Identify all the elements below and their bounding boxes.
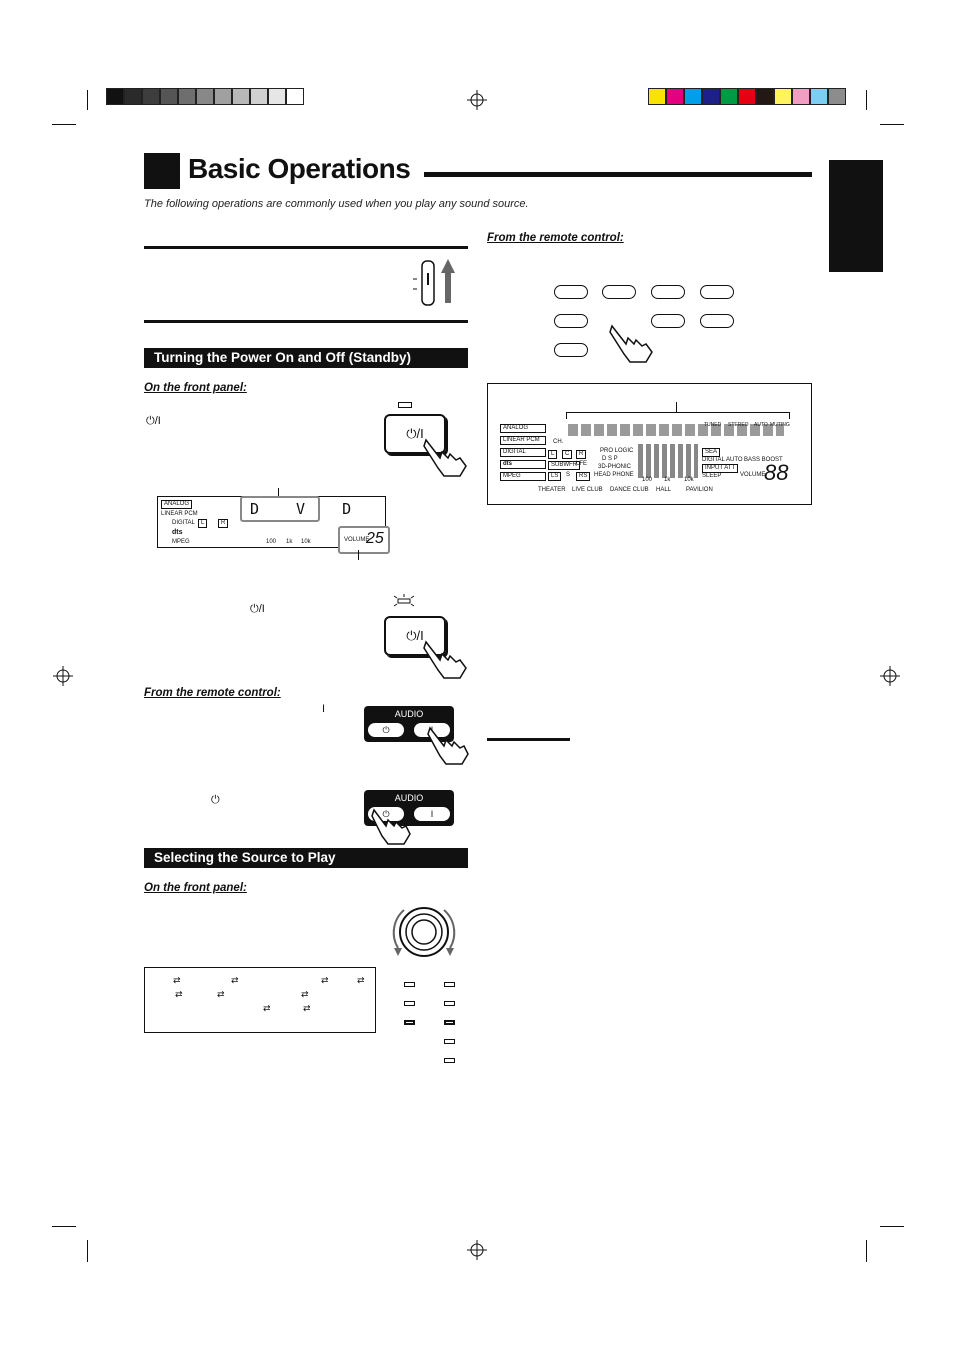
remote-standby-button[interactable]: ⏻	[368, 723, 404, 737]
registration-target-icon	[467, 90, 487, 110]
level-meter	[638, 444, 698, 478]
arrow-icon: ⇄	[217, 989, 225, 999]
display-ch-l: L	[548, 450, 557, 459]
source-indicator-lamp	[444, 982, 455, 987]
display-freq-1k: 1k	[664, 477, 671, 483]
source-indicator-lamp	[444, 1001, 455, 1006]
display-freq-100: 100	[642, 477, 653, 483]
display-ch-l: L	[198, 519, 207, 528]
remote-button[interactable]	[602, 285, 636, 299]
standby-symbol-text: ⏻	[211, 794, 220, 806]
volume-label: VOLUME	[344, 537, 370, 543]
arrow-icon: ⇄	[303, 1003, 311, 1013]
crop-mark	[52, 1226, 76, 1227]
page-title: Basic Operations	[188, 153, 411, 184]
display-linear-pcm: LINEAR PCM	[161, 511, 198, 517]
display-subwfr: SUBWFR	[548, 461, 580, 470]
crop-mark	[880, 1226, 904, 1227]
swatch	[774, 88, 792, 105]
display-dts: dts	[172, 529, 183, 536]
display-input-att: INPUT ATT	[702, 464, 738, 473]
remote-button[interactable]	[700, 285, 734, 299]
source-sequence-box	[144, 967, 376, 1033]
standby-indicator	[398, 402, 412, 408]
title-block	[144, 153, 180, 189]
display-rs: RS	[576, 472, 590, 481]
swatch	[142, 88, 160, 105]
source-indicator-lamp	[444, 1020, 455, 1025]
swatch	[268, 88, 286, 105]
display-digital-auto: DIGITAL AUTO	[702, 457, 743, 463]
display-3d-phonic: 3D-PHONIC	[598, 464, 632, 470]
swatch	[792, 88, 810, 105]
swatch	[286, 88, 304, 105]
arrow-icon: ⇄	[175, 989, 183, 999]
hand-pointer-icon	[608, 322, 656, 366]
display-digital: DIGITAL	[172, 520, 195, 526]
swatch	[720, 88, 738, 105]
leader-line	[676, 402, 677, 412]
display-digital: DIGITAL	[500, 448, 546, 457]
section-heading-power: Turning the Power On and Off (Standby)	[144, 348, 468, 368]
mode-theater: THEATER	[538, 487, 566, 493]
display-tuned: TUNED	[704, 422, 722, 428]
on-symbol-text: I	[322, 703, 326, 715]
swatch	[756, 88, 774, 105]
crop-mark	[866, 90, 867, 110]
divider	[144, 320, 468, 323]
blinking-indicator-icon	[392, 594, 416, 608]
hand-pointer-icon	[420, 634, 472, 680]
language-tab	[829, 160, 883, 272]
bracket-line	[566, 412, 790, 419]
mode-pavilion: PAVILION	[686, 487, 713, 493]
title-rule	[424, 172, 812, 177]
power-symbol-text-2: ⏻/I	[250, 603, 265, 615]
display-s: S	[566, 472, 571, 478]
swatch	[232, 88, 250, 105]
remote-button[interactable]	[554, 314, 588, 328]
swatch	[702, 88, 720, 105]
volume-highlight-box[interactable]	[338, 526, 390, 554]
display-ch-r: R	[576, 450, 586, 459]
crop-mark	[866, 1240, 867, 1262]
arrow-icon: ⇄	[231, 975, 239, 985]
swatch	[648, 88, 666, 105]
source-text-segment: D V D	[250, 500, 366, 518]
leader-line	[278, 488, 279, 496]
remote-button[interactable]	[651, 314, 685, 328]
hand-pointer-icon	[368, 806, 416, 846]
front-panel-label: On the front panel:	[144, 382, 247, 394]
remote-standby-button-2[interactable]: ⏻	[368, 807, 404, 821]
swatch	[666, 88, 684, 105]
crop-mark	[87, 1240, 88, 1262]
display-mpeg: MPEG	[172, 539, 190, 545]
display-stereo: STEREO	[728, 422, 749, 428]
arrow-icon: ⇄	[173, 975, 181, 985]
audio-label-2: AUDIO	[394, 793, 424, 803]
display-freq-1k: 1k	[286, 539, 293, 545]
display-analog: ANALOG	[500, 424, 546, 433]
arrow-icon: ⇄	[301, 989, 309, 999]
arrow-icon: ⇄	[357, 975, 365, 985]
source-indicator-lamp	[404, 1001, 415, 1006]
audio-label: AUDIO	[394, 709, 424, 719]
source-highlight-box	[240, 496, 320, 522]
mode-hall: HALL	[656, 487, 672, 493]
remote-button[interactable]	[700, 314, 734, 328]
remote-on-button-2[interactable]: I	[414, 807, 450, 821]
swatch	[160, 88, 178, 105]
mode-live-club: LIVE CLUB	[572, 487, 603, 493]
section-heading-source: Selecting the Source to Play	[144, 848, 468, 868]
display-sleep: SLEEP	[702, 473, 722, 479]
swatch	[124, 88, 142, 105]
swatch	[738, 88, 756, 105]
display-freq-100: 100	[266, 539, 277, 545]
display-auto: AUTO	[754, 422, 768, 428]
source-indicator-lamp	[404, 1020, 415, 1025]
crop-mark	[52, 124, 76, 125]
source-indicator-lamp	[444, 1039, 455, 1044]
mode-dance-club: DANCE CLUB	[610, 487, 649, 493]
display-muting: MUTING	[770, 422, 790, 428]
display-mpeg: MPEG	[500, 472, 546, 481]
display-analog: ANALOG	[161, 500, 192, 509]
swatch	[196, 88, 214, 105]
swatch	[106, 88, 124, 105]
registration-target-icon	[467, 1240, 487, 1260]
display-bass-boost: BASS BOOST	[744, 457, 783, 463]
source-indicator-lamp	[444, 1058, 455, 1063]
crop-mark	[87, 90, 88, 110]
registration-target-icon	[53, 666, 73, 686]
power-button-label-2: ⏻/I	[406, 628, 424, 643]
remote-button[interactable]	[554, 285, 588, 299]
power-button-label: ⏻/I	[406, 426, 424, 441]
display-dts: dts	[500, 460, 546, 469]
remote-control-label: From the remote control:	[144, 687, 281, 699]
arrow-icon: ⇄	[321, 975, 329, 985]
hand-pointer-icon	[420, 432, 472, 478]
volume-value: 25	[366, 530, 384, 547]
registration-target-icon	[880, 666, 900, 686]
note-rule	[487, 738, 570, 741]
front-panel-label-2: On the front panel:	[144, 882, 247, 894]
display-sea: SEA	[702, 448, 720, 457]
display-volume: VOLUME	[740, 472, 766, 478]
swatch	[684, 88, 702, 105]
display-volume-value: 88	[764, 460, 789, 485]
display-lfe: LFE	[576, 461, 588, 467]
swatch	[828, 88, 846, 105]
display-linear-pcm: LINEAR PCM	[500, 436, 546, 445]
display-freq-10k: 10k	[684, 477, 694, 483]
segment-matrix	[568, 424, 784, 436]
display-pro-logic: PRO LOGIC	[600, 448, 634, 454]
display-dsp: D S P	[602, 456, 618, 462]
display-head-phone: HEAD PHONE	[594, 472, 634, 478]
remote-button[interactable]	[651, 285, 685, 299]
remote-control-label-2: From the remote control:	[487, 232, 624, 244]
remote-button[interactable]	[554, 343, 588, 357]
display-freq-10k: 10k	[301, 539, 311, 545]
swatch	[250, 88, 268, 105]
volume-knob-illustration	[410, 255, 460, 311]
divider	[144, 246, 468, 249]
swatch	[178, 88, 196, 105]
source-selector-knob[interactable]	[384, 902, 464, 962]
crop-mark	[880, 124, 904, 125]
display-ch-c: C	[562, 450, 572, 459]
display-ch-r: R	[218, 519, 228, 528]
intro-text: The following operations are commonly used when you play any sound source.	[144, 198, 529, 210]
power-symbol-text: ⏻/I	[146, 415, 161, 427]
display-ch: CH.	[553, 439, 564, 445]
swatch	[810, 88, 828, 105]
leader-line	[358, 550, 359, 560]
source-indicator-lamp	[404, 982, 415, 987]
swatch	[214, 88, 232, 105]
front-display-large	[487, 383, 812, 505]
arrow-icon: ⇄	[263, 1003, 271, 1013]
display-ls: LS	[548, 472, 561, 481]
hand-pointer-icon	[424, 722, 472, 766]
